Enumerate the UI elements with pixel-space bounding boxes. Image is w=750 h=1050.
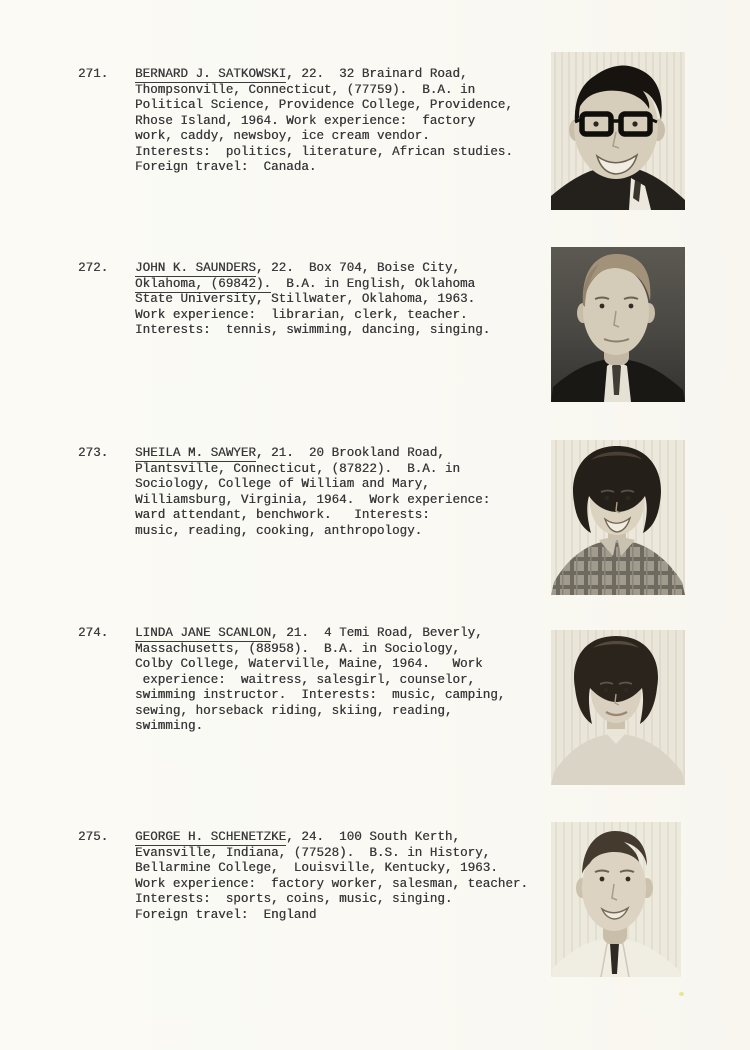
portrait-photo-271 [551, 52, 685, 210]
entry-line-rest: , 21. 4 Temi Road, Beverly, [271, 626, 483, 640]
entry-number: 275. [78, 830, 109, 844]
entry-line: Sociology, College of William and Mary, [135, 477, 430, 491]
entry-line [135, 261, 490, 277]
person-name: GEORGE H. SCHENETZKE [135, 830, 287, 844]
underlined-location: Oklahoma, (69842). [135, 276, 272, 291]
entry-line [135, 626, 505, 642]
entry-number: 274. [78, 626, 109, 640]
entry-line: Evansville, Indiana, (77528). B.S. in History, [135, 845, 491, 860]
entry-line: Work experience: librarian, clerk, teacher. [135, 307, 468, 322]
entry-line: Interests: sports, coins, music, singing. [135, 892, 453, 906]
entry-line: sewing, horseback riding, skiing, reading, [135, 703, 453, 718]
portrait-photo-273-svg [551, 440, 685, 595]
entry-line [135, 830, 528, 846]
entry-line-rest: , 22. Box 704, Boise City, [255, 261, 460, 275]
person-name: LINDA JANE SCANLON [135, 626, 272, 640]
entry-text-block [135, 830, 528, 923]
entry-line: music, reading, cooking, anthropology. [135, 523, 423, 538]
entry-text-block [135, 626, 505, 735]
entry-line-rest: B.A. in English, Oklahoma [271, 276, 476, 291]
entry-line: ward attendant, benchwork. Interests: [135, 508, 430, 522]
entry-line-rest: , 24. 100 South Kerth, [286, 830, 460, 844]
entry-line-rest: , 21. 20 Brookland Road, [255, 446, 445, 460]
entry-line-rest: , 22. 32 Brainard Road, [286, 67, 468, 81]
portrait-photo-273 [551, 440, 685, 595]
entry-number: 273. [78, 446, 109, 460]
entry-line: Foreign travel: England [135, 907, 317, 922]
entry-line: Plantsville, Connecticut, (87822). B.A. in [135, 461, 460, 476]
portrait-photo-274 [551, 630, 685, 785]
portrait-photo-275 [551, 822, 681, 977]
entry-line [135, 67, 513, 83]
entry-line: swimming instructor. Interests: music, camping, [135, 688, 506, 702]
entry-text-block [135, 261, 490, 339]
entry-line: Interests: tennis, swimming, dancing, singing. [135, 323, 491, 337]
entry-line [135, 277, 490, 293]
entry-line: State University, Stillwater, Oklahoma, 1963. [135, 292, 476, 306]
entry-line: Colby College, Waterville, Maine, 1964. Work [135, 657, 483, 671]
entry-line: Interests: politics, literature, African studies. [135, 144, 513, 159]
person-name: JOHN K. SAUNDERS [135, 261, 256, 275]
entry-line: Political Science, Providence College, Providence, [135, 98, 513, 112]
entry-line: Foreign travel: Canada. [135, 160, 317, 174]
portrait-photo-271-svg [551, 52, 685, 210]
portrait-photo-275-svg [551, 822, 681, 977]
person-name: BERNARD J. SATKOWSKI [135, 67, 287, 81]
entry-line: experience: waitress, salesgirl, counselor, [135, 672, 476, 687]
portrait-photo-272-svg [551, 247, 685, 402]
entry-number: 272. [78, 261, 109, 275]
entry-line: swimming. [135, 719, 204, 733]
person-name: SHEILA M. SAWYER [135, 446, 256, 460]
entry-line [135, 446, 490, 462]
entry-line: Williamsburg, Virginia, 1964. Work experience: [135, 492, 491, 507]
entry-line: Massachusetts, (88958). B.A. in Sociology, [135, 641, 460, 656]
entry-number: 271. [78, 67, 109, 81]
entry-text-block [135, 446, 490, 539]
portrait-photo-272 [551, 247, 685, 402]
entry-line: Bellarmine College, Louisville, Kentucky, 1963. [135, 861, 498, 875]
scan-artifact-dot [679, 992, 684, 996]
portrait-photo-274-svg [551, 630, 685, 785]
entry-line: work, caddy, newsboy, ice cream vendor. [135, 129, 430, 143]
entry-text-block [135, 67, 513, 176]
entry-line: Thompsonville, Connecticut, (77759). B.A. in [135, 82, 476, 97]
entry-line: Work experience: factory worker, salesman, teacher. [135, 876, 528, 891]
entry-line: Rhose Island, 1964. Work experience: factory [135, 113, 476, 128]
